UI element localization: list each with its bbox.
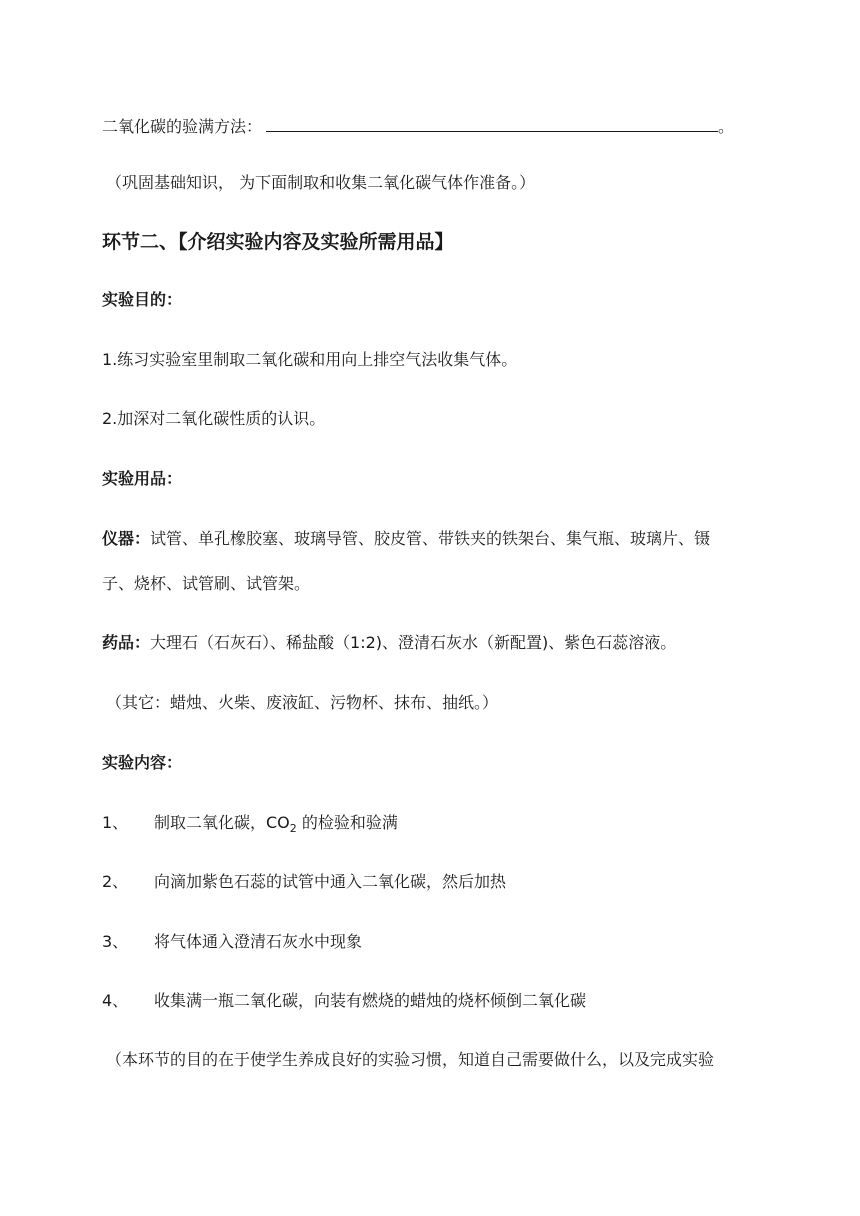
- materials-heading: 实验用品：: [102, 469, 183, 488]
- reagents-label: 药品：: [102, 633, 151, 652]
- instruments-text-1: 试管、单孔橡胶塞、玻璃导管、胶皮管、带铁夹的铁架台、集气瓶、玻璃片、镊: [150, 529, 711, 548]
- instruments-line-1: [102, 529, 710, 549]
- purpose-item-1: 1.练习实验室里制取二氧化碳和用向上排空气法收集气体。: [102, 350, 518, 369]
- content-item-text: 向滴加紫色石蕊的试管中通入二氧化碳，然后加热: [154, 872, 507, 891]
- content-heading: 实验内容：: [102, 753, 183, 772]
- instruments-label: 仪器：: [102, 529, 151, 548]
- closing-note: （本环节的目的在于使学生养成良好的实验习惯，知道自己需要做什么，以及完成实验: [106, 1050, 715, 1069]
- content-item-1: [102, 813, 398, 836]
- purpose-heading: 实验目的：: [102, 290, 183, 309]
- content-item-text: 制取二氧化碳，CO: [154, 813, 290, 832]
- content-item-number: 2、: [102, 872, 129, 891]
- content-item-4: [102, 991, 586, 1011]
- reagents-line: [102, 633, 676, 653]
- check-full-line: [102, 114, 734, 137]
- content-item-text: 收集满一瓶二氧化碳，向装有燃烧的蜡烛的烧杯倾倒二氧化碳: [154, 991, 587, 1010]
- check-full-label: 二氧化碳的验满方法：: [102, 117, 263, 136]
- check-full-end: 。: [718, 117, 735, 136]
- section2-heading: 环节二、【介绍实验内容及实验所需用品】: [102, 231, 454, 253]
- others-line: （其它：蜡烛、火柴、废液缸、污物杯、抹布、抽纸。）: [106, 693, 499, 712]
- content-item-number: 4、: [102, 991, 129, 1010]
- content-item-2: [102, 872, 506, 892]
- subscript: 2: [289, 822, 297, 836]
- content-item-number: 1、: [102, 813, 129, 832]
- content-item-text: 将气体通入澄清石灰水中现象: [154, 932, 363, 951]
- note-basics: （巩固基础知识， 为下面制取和收集二氧化碳气体作准备。）: [106, 173, 536, 192]
- answer-blank[interactable]: [266, 114, 718, 132]
- purpose-item-2: 2.加深对二氧化碳性质的认识。: [102, 409, 326, 428]
- content-item-3: [102, 932, 362, 952]
- content-item-text-after: 的检验和验满: [296, 813, 398, 832]
- reagents-text: 大理石（石灰石）、稀盐酸（1:2)、澄清石灰水（新配置)、紫色石蕊溶液。: [150, 633, 677, 652]
- content-item-number: 3、: [102, 932, 129, 951]
- instruments-line-2: 子、烧杯、试管刷、试管架。: [102, 574, 311, 593]
